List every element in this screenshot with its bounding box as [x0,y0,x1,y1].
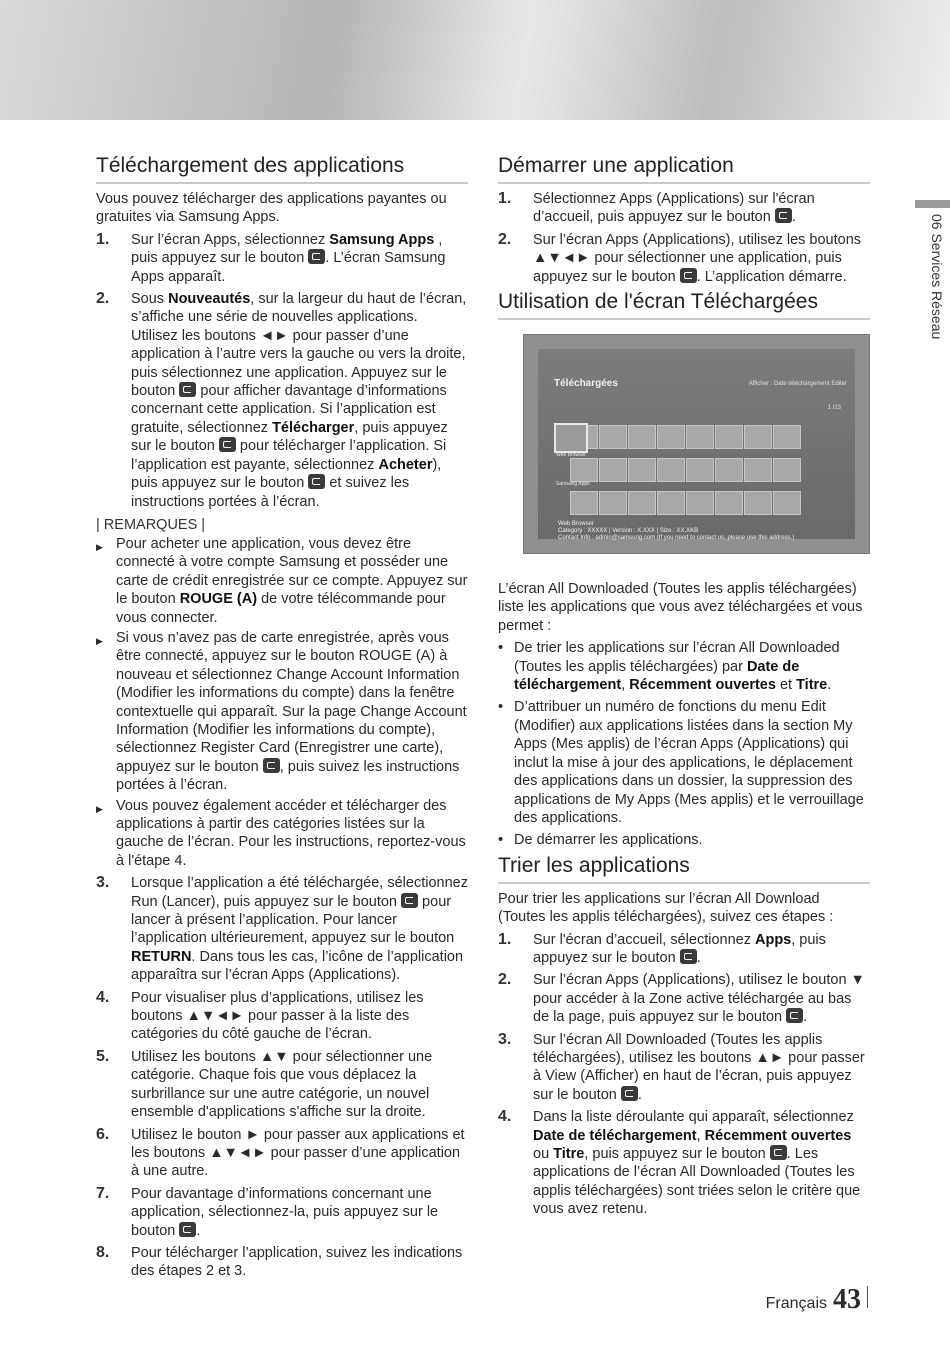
remark-2: ▶ Si vous n’avez pas de carte enregistrée, après vous être connecté, appuyez sur le bouton ROUGE (A) à nouveau et sélectionnez Change Account Information (Modifier les informations du compte) dans la fenêtre contextuelle qui apparaît. Sur la page Change Account Information (Modifier les informations du compte), sélectionnez Register Card (Enregistrer une carte), appuyez sur le bouton , puis suivez les instructions portées à l’écran. [96,629,467,794]
step-2: 2. Sous Nouveautés, sur la largeur du haut de l’écran, s’affiche une série de nouvelles applications. Utilisez les boutons ◄► pour passer d’une application à l’autre vers la gauche ou vers la droite, puis sélectionnez une application. Appuyez sur le bouton pour afficher davantage d’informations concernant cette application. Si l’application est gratuite, sélectionnez Télécharger, puis appuyez sur le bouton pour télécharger l’application. Si l’application est payante, sélectionnez Acheter), puis appuyez sur le bouton et suivez les instructions portées à l’écran. [96,290,467,510]
sort-step-2: 2. Sur l’écran Apps (Applications), utilisez le bouton ▼ pour accéder à la Zone active téléchargée au bas de la page, puis appuyez sur le bouton . [498,971,865,1026]
enter-icon [179,382,196,397]
tile-label: Web Browser [556,452,586,459]
page-number: 43 [833,1284,861,1315]
right-column [498,150,870,1223]
sort-step-1: 1. Sur l'écran d’accueil, sélectionnez Apps, puis appuyez sur le bouton . [498,930,826,966]
sort-step-3: 3. Sur l’écran All Downloaded (Toutes les applis téléchargées), utilisez les boutons ▲► pour passer à View (Afficher) en haut de l’écran, puis appuyez sur le bouton . [498,1030,865,1103]
app-info [558,521,794,542]
start-step-2: 2. Sur l’écran Apps (Applications), utilisez les boutons ▲▼◄► pour sélectionner une application, puis appuyez sur le bouton . L’application démarre. [498,230,862,285]
enter-icon [179,1222,196,1237]
header-banner [0,0,950,120]
tile-label: Samsung Apps [556,481,590,488]
step-7: 7. Pour davantage d’informations concernant une application, sélectionnez-la, puis appuyez sur le bouton . [96,1184,439,1239]
step-8: 8. Pour télécharger l’application, suivez les indications des étapes 2 et 3. [96,1243,463,1280]
bullet-3: • De démarrer les applications. [498,832,703,849]
left-column [96,150,468,1285]
remark-3: ▶ Vous pouvez également accéder et télécharger des applications à partir des catégories listées sur la gauche de l’écran. Pour les instructions, reportez-vous à l'étape 4. [96,797,466,869]
bullet-1: • De trier les applications sur l’écran All Downloaded (Toutes les applis téléchargées) par Date de téléchargement, Récemment ouvertes et Titre. [498,640,840,694]
selected-app-tile [554,423,588,453]
downloaded-screen-image [523,334,870,554]
step-3: 3. Lorsque l’application a été téléchargée, sélectionnez Run (Lancer), puis appuyez sur le bouton pour lancer à présent l’application. Pour lancer l’application ultérieurement, appuyez sur le bouton RETURN. Dans tous les cas, l’icône de l’application apparaîtra sur l’écran Apps (Applications). [96,874,468,984]
bullet-2: • D’attribuer un numéro de fonctions du menu Edit (Modifier) aux applications listées dans la section My Apps (Mes applis) de l’écran Apps (Applications) qui inclut la mise à jour des applications, le déplacement des applications dans un dossier, la suppression des applications de My Apps (Mes applis) et le verrouillage des applications. [498,699,864,826]
section-title: Téléchargement des applications [96,154,468,184]
chapter-tab [913,200,950,400]
footer-language: Français [765,1295,827,1312]
app-grid [570,425,799,515]
enter-icon [401,893,418,908]
remarks-heading: | REMARQUES | [96,516,206,533]
section-title: Trier les applications [498,854,870,884]
remark-1: ▶ Pour acheter une application, vous devez être connecté à votre compte Samsung et posséder une carte de crédit enregistrée sur ce compte. Appuyez sur le bouton ROUGE (A) de votre télécommande pour vous connecter. [96,535,468,626]
screen-title: Téléchargées [554,378,618,390]
chapter-label: 06 Services Réseau [929,214,945,340]
step-1: 1. Sur l’écran Apps, sélectionnez Samsung Apps , puis appuyez sur le bouton . L’écran Samsung Apps apparaît. [96,230,446,285]
enter-icon [680,949,697,964]
chapter-bar [915,200,950,208]
enter-icon [786,1008,803,1023]
sort-step-4: 4. Dans la liste déroulante qui apparaît, sélectionnez Date de téléchargement, Récemment ouvertes ou Titre, puis appuyez sur le bouton . Les applications de l’écran All Downloaded (Toutes les applis téléchargées) sont triées selon le critère que vous avez retenu. [498,1108,861,1218]
info-line: Contact Info : admin@samsung.com (If you need to contact us, please use this address.) [558,535,795,542]
intro-text: Vous pouvez télécharger des applications payantes ou gratuites via Samsung Apps. [96,191,447,226]
downloaded-description: L’écran All Downloaded (Toutes les applis téléchargées) liste les applications que vous avez téléchargées et vous permet : [498,581,863,634]
footer-divider [867,1286,868,1308]
screen-options: Afficher : Date téléchargement Editer [748,381,847,388]
enter-icon [263,758,280,773]
page-footer [766,1284,868,1316]
section-title: Démarrer une application [498,154,870,184]
start-step-1: 1. Sélectionnez Apps (Applications) sur l'écran d’accueil, puis appuyez sur le bouton . [498,190,815,226]
step-6: 6. Utilisez le bouton ► pour passer aux applications et les boutons ▲▼◄► pour passer d’une application à une autre. [96,1125,465,1180]
enter-icon [621,1086,638,1101]
step-5: 5. Utilisez les boutons ▲▼ pour sélectionner une catégorie. Chaque fois que vous déplacez la surbrillance sur une autre catégorie, un nouvel ensemble d'applications s'affiche sur la droite. [96,1047,433,1121]
screen-page: 1 /23 [827,405,841,412]
step-4: 4. Pour visualiser plus d’applications, utilisez les boutons ▲▼◄► pour passer à la liste des catégories du côté gauche de l’écran. [96,988,424,1043]
info-name: Web Browser [558,521,594,528]
enter-icon [219,437,236,452]
enter-icon [308,249,325,264]
info-line: Category : XXXXX | Version : X.XXX | Size : XX.XKB [558,528,699,535]
enter-icon [770,1145,787,1160]
enter-icon [775,208,792,223]
section-title: Utilisation de l'écran Téléchargées [498,290,870,320]
sort-intro: Pour trier les applications sur l’écran All Download (Toutes les applis téléchargées), suivez ces étapes : [498,890,834,926]
enter-icon [680,268,697,283]
enter-icon [308,474,325,489]
